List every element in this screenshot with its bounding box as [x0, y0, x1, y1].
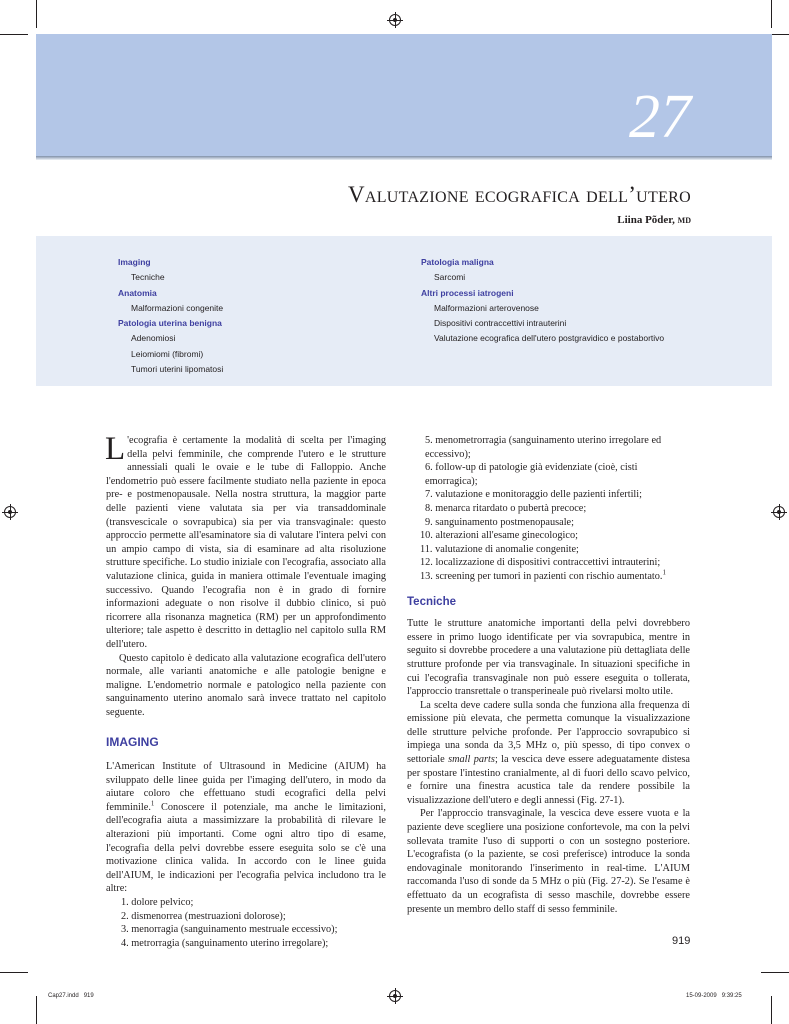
outline-item: Malformazioni arterovenose: [434, 302, 539, 313]
header-divider: [36, 156, 772, 160]
crop-mark: [36, 996, 37, 1024]
outline-left-column: [118, 255, 223, 377]
drop-cap: L: [105, 431, 126, 467]
outline-heading: Altri processi iatrogeni: [421, 287, 514, 298]
author-line: [617, 214, 691, 226]
outline-item: Leiomiomi (fibromi): [131, 348, 204, 359]
author-degree: MD: [677, 216, 691, 225]
list-item: 3. menorragia (sanguinamento mestruale eccessivo);: [121, 924, 338, 936]
page-number: 919: [672, 935, 691, 947]
list-item: 9. sanguinamento postmenopausale;: [425, 516, 574, 528]
imaging-paragraph-text-2: Conoscere il potenziale, ma anche le limitazioni, dell'ecografia aiuta a massimizzare la probabilità di rilevare le alterazioni più importanti. Come ogni altro tipo di esame, l'ecografia della pelvi dovrebbe essere eseguita solo se c'è una motivazione clinica valida. In accordo con le linee guida dell'AIUM, le indicazioni per l'ecografia pelvica includono tra le altre:: [106, 801, 386, 895]
outline-right-column: [421, 255, 664, 347]
crop-mark: [761, 972, 789, 973]
tecniche-paragraph-2: [407, 699, 690, 808]
reference-marker: 1: [662, 568, 666, 577]
list-item: 2. dismenorrea (mestruazioni dolorose);: [121, 910, 286, 922]
outline-item: Dispositivi contraccettivi intrauterini: [434, 318, 567, 329]
crop-mark: [771, 0, 772, 28]
intro-paragraph: [105, 431, 386, 652]
footer-timestamp: 15-09-2009 9:39:25: [686, 993, 742, 999]
list-item: [407, 570, 690, 584]
outline-item: Tumori uterini lipomatosi: [131, 364, 224, 375]
outline-heading: Anatomia: [118, 287, 157, 298]
chapter-number: 27: [629, 83, 691, 151]
tecniche-paragraph-2-text: La scelta deve cadere sulla sonda che funziona alla frequenza di emissione più elevata, che permetta comunque la visualizzazione delle strutture pelviche profonde. Per l'approccio sovrapubico si impiega una sonda da 3,5 MHz o, più spesso, di tipo convex o settoriale: [407, 699, 690, 766]
author-name: Liina Põder,: [617, 214, 675, 226]
registration-mark-icon: [773, 506, 785, 518]
intro-paragraph-text: 'ecografia è certamente la modalità di scelta per l'imaging della pelvi femminile, che comprende l'utero e le strutture annessiali quali le ovaie e le tube di Falloppio. Anche l'endometrio può essere facilmente studiato nella paziente in epoca pre- e postmenopausale. Nella nostra struttura, la maggior parte delle pazienti viene valutata sia per via transaddominale (transvescicale o sovrapubica) sia per via transvaginale: questo approccio permette all'esaminatore sia di valutare l'intera pelvi con un ampio campo di vista, sia di esaminare ad alta risoluzione strutture specifiche. Lo studio iniziale con l'ecografia, associato alla valutazione clinica, guida in maniera ottimale l'eventuale imaging successivo. Quando l'ecografia non è in grado di fornire informazioni adeguate o non risolve il dubbio clinico, si può ricorrere alla risonanza magnetica (RM) per un approfondimento ulteriore; tale aspetto è descritto in dettaglio nel capitolo sulla RM dell'utero.: [106, 435, 386, 650]
reference-marker: 1: [150, 799, 155, 808]
footer-file-label: Cap27.indd 919: [48, 993, 94, 999]
list-item: 7. valutazione e monitoraggio delle pazienti infertili;: [425, 489, 643, 501]
section-heading-imaging: IMAGING: [106, 735, 159, 750]
outline-item: Adenomiosi: [131, 333, 176, 344]
outline-item: Tecniche: [131, 272, 165, 283]
intro-paragraph-2: Questo capitolo è dedicato alla valutazione ecografica dell'utero normale, alle varianti anatomiche e alle patologie benigne e maligne. L'endometrio normale e patologico nella paziente con sanguinamento uterino anomalo sarà invece trattato nel capitolo seguente.: [106, 652, 386, 718]
tecniche-paragraph-1: Tutte le strutture anatomiche importanti della pelvi dovrebbero essere in primo luogo identificate per via sovrapubica, mentre in seguito si dovrebbe procedere a una valutazione più dettagliata delle strutture profonde per via transvaginale. In situazioni specifiche in cui l'ecografia transvaginale non può essere eseguita o tollerata, l'approccio transrettale o transperineale può rivelarsi molto utile.: [407, 618, 690, 698]
crop-mark: [771, 996, 772, 1024]
indications-list-continued: [407, 434, 690, 584]
list-item: 5. menometrorragia (sanguinamento uterino irregolare ed eccessivo);: [425, 435, 662, 460]
list-item: 8. menarca ritardato o pubertà precoce;: [425, 502, 587, 514]
registration-mark-icon: [4, 506, 16, 518]
registration-mark-icon: [389, 990, 401, 1002]
subsection-heading-tecniche: Tecniche: [407, 595, 456, 608]
list-item: 6. follow-up di patologie già evidenziate (cioè, cisti emorragica);: [425, 462, 638, 487]
indications-list: [106, 896, 386, 950]
crop-mark: [0, 972, 28, 973]
outline-heading: Patologia uterina benigna: [118, 318, 222, 329]
body-column-left: [105, 431, 386, 950]
list-item: 1. dolore pelvico;: [121, 897, 194, 908]
crop-mark: [36, 0, 37, 28]
outline-heading: Imaging: [118, 257, 151, 267]
imaging-paragraph-text: L'American Institute of Ultrasound in Medicine (AIUM) ha sviluppato delle linee guida per l'imaging dell'utero, in modo da aiutare coloro che effettuano studi ecografici della pelvi femminile.: [106, 761, 386, 813]
tecniche-paragraph-3: Per l'approccio transvaginale, la vescica deve essere vuota e la paziente deve scegliere una posizione confortevole, ma con la pelvi sollevata tramite l'uso di supporti o con un sostegno posteriore. L'ecografista (o la paziente, se così preferisce) introduce la sonda endovaginale monitorando l'inserimento in real-time. L'AIUM raccomanda l'uso di sonde da 5 MHz o più (Fig. 27-2). Se l'esame è effettuato da un ecografista di sesso maschile, dovrebbe essere presente un membro dello staff di sesso femminile.: [407, 808, 690, 915]
outline-heading: Patologia maligna: [421, 257, 494, 267]
chapter-title: Valutazione ecografica dell’utero: [347, 182, 691, 207]
body-column-right: [407, 434, 690, 916]
outline-item: Sarcomi: [434, 272, 466, 283]
list-item-text: 13. screening per tumori in pazienti con rischio aumentato.: [420, 570, 663, 582]
outline-item: Malformazioni congenite: [131, 302, 224, 313]
tecniche-paragraph-2-text-end: ; la vescica deve essere adeguatamente distesa per spostare l'intestino cranialmente, al di fuori dello scavo pelvico, e fornire una finestra acustica tale da rendere possibile la visualizzazione dell'utero e degli annessi (Fig. 27-1).: [407, 754, 690, 806]
emphasis-text: small parts: [448, 754, 495, 766]
imaging-paragraph: [106, 760, 386, 896]
crop-mark: [0, 34, 28, 35]
list-item: 11. valutazione di anomalie congenite;: [420, 543, 579, 555]
registration-mark-icon: [389, 14, 401, 26]
list-item: 12. localizzazione di dispositivi contraccettivi intrauterini;: [420, 557, 661, 569]
outline-item: Valutazione ecografica dell'utero postgravidico e postabortivo: [434, 333, 665, 344]
list-item: 4. metrorragia (sanguinamento uterino irregolare);: [121, 937, 329, 949]
list-item: 10. alterazioni all'esame ginecologico;: [420, 530, 578, 542]
